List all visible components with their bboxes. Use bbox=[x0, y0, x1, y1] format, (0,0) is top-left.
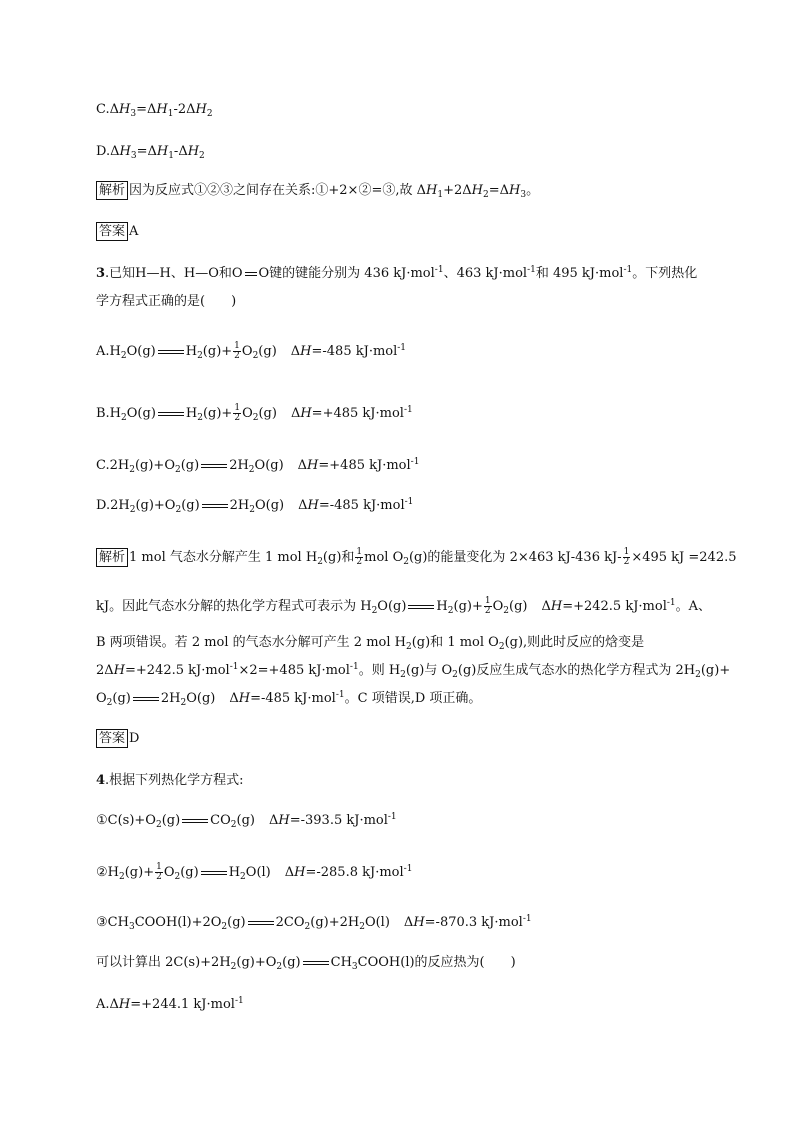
q3-option-d: $D.2H_2(g)+O_2(g)$ $2H_2O(g)$ ΔH=-485 kJ·mol$^{-1}$ bbox=[96, 497, 414, 515]
analysis-label: 解析 bbox=[96, 548, 128, 567]
q3-number: 3 bbox=[96, 266, 106, 281]
analysis-label: 解析 bbox=[96, 181, 128, 200]
answer-2 bbox=[96, 729, 139, 749]
answer-1 bbox=[96, 222, 138, 242]
q3-option-c: $C.2H_2(g)+O_2(g)$ $2H_2O(g)$ ΔH=+485 kJ·mol$^{-1}$ bbox=[96, 457, 420, 475]
answer-value: D bbox=[129, 731, 140, 746]
analysis-2-line-1: 解析 1 mol 气态水分解产生 1 mol $H_2(g)$和 $\frac{1}{2}$ mol $O_2(g)$的能量变化为 2×463 kJ-436 kJ- $\frac{1}{2}$ ×495 kJ =242.5 bbox=[96, 548, 737, 568]
q4-equation-2: $②H_2(g)+$ $\frac{1}{2}$ $O_2(g)$ $H_2O(l)$ ΔH=-285.8 kJ·mol$^{-1}$ bbox=[96, 862, 413, 882]
q4-stem: 4.根据下列热化学方程式: bbox=[96, 773, 244, 788]
q3-stem-line-1: 3.已知H—H、H—O和O O键的键能分别为 436 kJ·mol$^{-1}$、463 kJ·mol$^{-1}$和 495 kJ·mol$^{-1}$。下列热化 bbox=[96, 265, 698, 281]
answer-value: A bbox=[129, 224, 139, 239]
analysis-2-line-5: $O_2(g)$ $2H_2O(g)$ ΔH=-485 kJ·mol$^{-1}$。C 项错误,D 项正确。 bbox=[96, 690, 482, 708]
analysis-1: 解析 因为反应式①②③之间存在关系:①+2×②=③,故 $\Delta H_1+2\Delta H_2=\Delta H_3$。 bbox=[96, 181, 539, 201]
option-c: $C.\Delta H_3=\Delta H_1-2\Delta H_2$ bbox=[96, 102, 213, 119]
answer-label: 答案 bbox=[96, 729, 128, 748]
analysis-2-line-4: 2ΔH=+242.5 kJ·mol$^{-1}$×2=+485 kJ·mol$^{-1}$。则 $H_2(g)$与 $O_2(g)$反应生成气态水的热化学方程式为 $2H_2(g)+$ bbox=[96, 662, 731, 680]
q4-option-a: A.ΔH=+244.1 kJ·mol$^{-1}$ bbox=[96, 996, 244, 1012]
q3-option-a: $A.H_2O(g)$ $H_2(g)+$ $\frac{1}{2}$ $O_2(g)$ ΔH=-485 kJ·mol$^{-1}$ bbox=[96, 341, 407, 361]
analysis-2-line-2: kJ。因此气态水分解的热化学方程式可表示为 $H_2O(g)$ $H_2(g)+$ $\frac{1}{2}$ $O_2(g)$ ΔH=+242.5 kJ·mol$^{-1}$。A、 bbox=[96, 596, 712, 616]
q4-number: 4 bbox=[96, 773, 106, 788]
analysis-2-line-3: B 两项错误。若 2 mol 的气态水分解可产生 2 mol $H_2(g)$和 1 mol $O_2(g)$,则此时反应的焓变是 bbox=[96, 635, 645, 652]
option-d: $D.\Delta H_3=\Delta H_1-\Delta H_2$ bbox=[96, 144, 205, 161]
q3-option-b: $B.H_2O(g)$ $H_2(g)+$ $\frac{1}{2}$ $O_2(g)$ ΔH=+485 kJ·mol$^{-1}$ bbox=[96, 403, 413, 423]
q4-equation-1: $①C(s)+O_2(g)$ $CO_2(g)$ ΔH=-393.5 kJ·mol$^{-1}$ bbox=[96, 812, 397, 830]
q3-stem-line-2: 学方程式正确的是( ) bbox=[96, 294, 237, 309]
q4-equation-3: $③CH_3COOH(l)+2O_2(g)$ $2CO_2(g)+2H_2O(l)$ ΔH=-870.3 kJ·mol$^{-1}$ bbox=[96, 914, 532, 932]
q4-question: 可以计算出 $2C(s)+2H_2(g)+O_2(g)$ $CH_3COOH(l)$的反应热为( ) bbox=[96, 955, 516, 972]
answer-label: 答案 bbox=[96, 222, 128, 241]
